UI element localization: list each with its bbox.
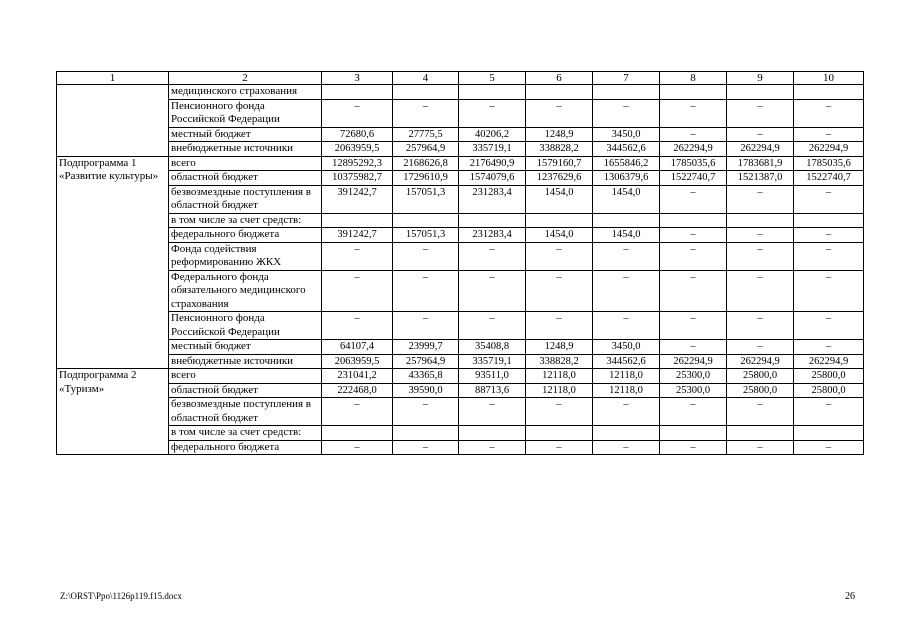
value-cell <box>393 426 459 441</box>
value-cell: – <box>660 340 727 355</box>
value-cell: 12895292,3 <box>322 156 393 171</box>
table-row <box>57 213 864 228</box>
value-cell <box>727 213 794 228</box>
value-cell: – <box>393 99 459 127</box>
value-cell: – <box>727 228 794 243</box>
value-cell: – <box>593 398 660 426</box>
column-header: 5 <box>459 72 526 85</box>
value-cell <box>526 85 593 100</box>
value-cell: – <box>593 312 660 340</box>
table-row <box>57 185 864 213</box>
value-cell: 262294,9 <box>727 354 794 369</box>
value-cell <box>322 85 393 100</box>
value-cell <box>393 85 459 100</box>
value-cell: 35408,8 <box>459 340 526 355</box>
value-cell: 40206,2 <box>459 127 526 142</box>
funding-source-cell: безвозмездные поступления в областной бюджет <box>169 398 322 426</box>
value-cell: 391242,7 <box>322 185 393 213</box>
table-header-row <box>57 72 864 85</box>
table-row <box>57 440 864 455</box>
value-cell: – <box>794 185 864 213</box>
funding-source-cell: Фонда содействия реформированию ЖКХ <box>169 242 322 270</box>
value-cell: 1306379,6 <box>593 171 660 186</box>
value-cell: – <box>794 99 864 127</box>
value-cell: 1785035,6 <box>660 156 727 171</box>
funding-source-cell: областной бюджет <box>169 171 322 186</box>
value-cell: – <box>393 312 459 340</box>
funding-source-cell: местный бюджет <box>169 340 322 355</box>
funding-source-cell: медицинского страхования <box>169 85 322 100</box>
value-cell: 10375982,7 <box>322 171 393 186</box>
value-cell: – <box>322 398 393 426</box>
value-cell: – <box>660 228 727 243</box>
value-cell: – <box>794 127 864 142</box>
value-cell: 25300,0 <box>660 383 727 398</box>
value-cell <box>794 426 864 441</box>
value-cell: – <box>727 185 794 213</box>
column-header: 8 <box>660 72 727 85</box>
value-cell: 231283,4 <box>459 228 526 243</box>
value-cell: 338828,2 <box>526 354 593 369</box>
funding-source-cell: Пенсионного фонда Российской Федерации <box>169 312 322 340</box>
value-cell <box>794 213 864 228</box>
column-header: 7 <box>593 72 660 85</box>
funding-source-cell: федерального бюджета <box>169 440 322 455</box>
value-cell: 1521387,0 <box>727 171 794 186</box>
value-cell: 1729610,9 <box>393 171 459 186</box>
value-cell: 1522740,7 <box>660 171 727 186</box>
value-cell: – <box>526 398 593 426</box>
value-cell: 344562,6 <box>593 142 660 157</box>
value-cell: 335719,1 <box>459 354 526 369</box>
value-cell <box>593 213 660 228</box>
value-cell: – <box>660 99 727 127</box>
table-row <box>57 312 864 340</box>
value-cell: 12118,0 <box>593 369 660 384</box>
value-cell: 25800,0 <box>727 383 794 398</box>
value-cell: – <box>660 270 727 312</box>
value-cell: – <box>526 99 593 127</box>
value-cell: – <box>660 242 727 270</box>
table-row <box>57 127 864 142</box>
value-cell: 1783681,9 <box>727 156 794 171</box>
value-cell: – <box>794 312 864 340</box>
value-cell: 1579160,7 <box>526 156 593 171</box>
value-cell: – <box>727 99 794 127</box>
value-cell: 12118,0 <box>526 383 593 398</box>
value-cell <box>660 426 727 441</box>
value-cell: – <box>459 440 526 455</box>
value-cell <box>322 426 393 441</box>
page-number: 26 <box>845 591 855 602</box>
value-cell: – <box>459 270 526 312</box>
value-cell: 231283,4 <box>459 185 526 213</box>
value-cell: – <box>794 440 864 455</box>
value-cell <box>727 426 794 441</box>
table-row <box>57 156 864 171</box>
value-cell: – <box>393 440 459 455</box>
table-row <box>57 270 864 312</box>
funding-source-cell: всего <box>169 369 322 384</box>
funding-source-cell: федерального бюджета <box>169 228 322 243</box>
value-cell <box>459 213 526 228</box>
table-row <box>57 171 864 186</box>
value-cell: 2176490,9 <box>459 156 526 171</box>
value-cell <box>660 85 727 100</box>
value-cell: 338828,2 <box>526 142 593 157</box>
value-cell: 1454,0 <box>526 228 593 243</box>
value-cell: – <box>727 398 794 426</box>
value-cell: 3450,0 <box>593 127 660 142</box>
value-cell: – <box>593 242 660 270</box>
value-cell: 262294,9 <box>794 354 864 369</box>
value-cell: – <box>794 398 864 426</box>
value-cell: 2063959,5 <box>322 142 393 157</box>
column-header: 10 <box>794 72 864 85</box>
value-cell <box>459 426 526 441</box>
value-cell: – <box>794 270 864 312</box>
value-cell: – <box>794 228 864 243</box>
value-cell: 1454,0 <box>593 185 660 213</box>
value-cell: – <box>727 340 794 355</box>
value-cell: 1454,0 <box>593 228 660 243</box>
value-cell <box>526 426 593 441</box>
value-cell <box>322 213 393 228</box>
value-cell: 12118,0 <box>526 369 593 384</box>
value-cell: 262294,9 <box>727 142 794 157</box>
value-cell: 1454,0 <box>526 185 593 213</box>
value-cell: – <box>459 312 526 340</box>
value-cell: 1248,9 <box>526 127 593 142</box>
value-cell: 2168626,8 <box>393 156 459 171</box>
value-cell: 157051,3 <box>393 185 459 213</box>
value-cell: – <box>727 312 794 340</box>
value-cell: – <box>727 127 794 142</box>
value-cell: 2063959,5 <box>322 354 393 369</box>
table-row <box>57 228 864 243</box>
column-header: 4 <box>393 72 459 85</box>
value-cell: 262294,9 <box>660 354 727 369</box>
value-cell: 1522740,7 <box>794 171 864 186</box>
value-cell: 1655846,2 <box>593 156 660 171</box>
value-cell <box>526 213 593 228</box>
value-cell: 27775,5 <box>393 127 459 142</box>
value-cell: – <box>593 440 660 455</box>
value-cell <box>459 85 526 100</box>
funding-source-cell: областной бюджет <box>169 383 322 398</box>
value-cell: 93511,0 <box>459 369 526 384</box>
value-cell: 262294,9 <box>794 142 864 157</box>
column-header: 3 <box>322 72 393 85</box>
value-cell: – <box>526 312 593 340</box>
funding-source-cell: в том числе за счет средств: <box>169 213 322 228</box>
value-cell: – <box>660 440 727 455</box>
value-cell: 222468,0 <box>322 383 393 398</box>
value-cell: 23999,7 <box>393 340 459 355</box>
value-cell: – <box>794 242 864 270</box>
funding-source-cell: внебюджетные источники <box>169 142 322 157</box>
value-cell: 391242,7 <box>322 228 393 243</box>
value-cell: 39590,0 <box>393 383 459 398</box>
column-header: 6 <box>526 72 593 85</box>
funding-source-cell: всего <box>169 156 322 171</box>
value-cell <box>727 85 794 100</box>
value-cell: – <box>459 242 526 270</box>
value-cell <box>593 426 660 441</box>
subprogram-cell: Подпрограмма 2 «Туризм» <box>57 369 169 455</box>
value-cell: 335719,1 <box>459 142 526 157</box>
value-cell: – <box>322 99 393 127</box>
value-cell: – <box>393 398 459 426</box>
table-row <box>57 99 864 127</box>
value-cell: – <box>322 242 393 270</box>
value-cell <box>660 213 727 228</box>
value-cell: – <box>459 398 526 426</box>
value-cell: – <box>526 440 593 455</box>
column-header: 9 <box>727 72 794 85</box>
value-cell: – <box>727 242 794 270</box>
funding-source-cell: внебюджетные источники <box>169 354 322 369</box>
funding-source-cell: в том числе за счет средств: <box>169 426 322 441</box>
value-cell: – <box>322 270 393 312</box>
funding-source-cell: Федерального фонда обязательного медицинского страхования <box>169 270 322 312</box>
value-cell: 72680,6 <box>322 127 393 142</box>
value-cell: – <box>393 242 459 270</box>
funding-source-cell: безвозмездные поступления в областной бюджет <box>169 185 322 213</box>
value-cell: 25800,0 <box>794 383 864 398</box>
value-cell: 25800,0 <box>727 369 794 384</box>
table-row <box>57 383 864 398</box>
funding-source-cell: местный бюджет <box>169 127 322 142</box>
value-cell: 3450,0 <box>593 340 660 355</box>
value-cell: 12118,0 <box>593 383 660 398</box>
value-cell: 43365,8 <box>393 369 459 384</box>
value-cell <box>593 85 660 100</box>
value-cell: 344562,6 <box>593 354 660 369</box>
value-cell: 1574079,6 <box>459 171 526 186</box>
value-cell: – <box>727 440 794 455</box>
value-cell: – <box>660 127 727 142</box>
value-cell: 25800,0 <box>794 369 864 384</box>
value-cell: 88713,6 <box>459 383 526 398</box>
value-cell: – <box>660 185 727 213</box>
value-cell: 157051,3 <box>393 228 459 243</box>
value-cell: – <box>393 270 459 312</box>
value-cell: 25300,0 <box>660 369 727 384</box>
column-header: 2 <box>169 72 322 85</box>
funding-source-cell: Пенсионного фонда Российской Федерации <box>169 99 322 127</box>
value-cell: – <box>794 340 864 355</box>
value-cell: 1248,9 <box>526 340 593 355</box>
value-cell: – <box>660 312 727 340</box>
value-cell: 262294,9 <box>660 142 727 157</box>
table-row <box>57 340 864 355</box>
table-row <box>57 242 864 270</box>
value-cell: 1785035,6 <box>794 156 864 171</box>
value-cell: – <box>526 242 593 270</box>
value-cell: 1237629,6 <box>526 171 593 186</box>
value-cell: – <box>593 99 660 127</box>
value-cell: 257964,9 <box>393 354 459 369</box>
table-row <box>57 369 864 384</box>
subprogram-cell: Подпрограмма 1 «Развитие культуры» <box>57 156 169 369</box>
table-row <box>57 354 864 369</box>
table-row <box>57 426 864 441</box>
footer-file-path: Z:\ORST\Ppo\1126p119.f15.docx <box>60 591 182 601</box>
value-cell: 231041,2 <box>322 369 393 384</box>
table-row <box>57 142 864 157</box>
table-row <box>57 398 864 426</box>
budget-table <box>56 71 864 455</box>
value-cell: – <box>593 270 660 312</box>
value-cell: – <box>459 99 526 127</box>
value-cell: 257964,9 <box>393 142 459 157</box>
value-cell: 64107,4 <box>322 340 393 355</box>
value-cell: – <box>660 398 727 426</box>
column-header: 1 <box>57 72 169 85</box>
value-cell: – <box>727 270 794 312</box>
value-cell <box>794 85 864 100</box>
value-cell: – <box>322 440 393 455</box>
value-cell <box>393 213 459 228</box>
value-cell: – <box>322 312 393 340</box>
value-cell: – <box>526 270 593 312</box>
subprogram-cell <box>57 85 169 157</box>
table-row <box>57 85 864 100</box>
